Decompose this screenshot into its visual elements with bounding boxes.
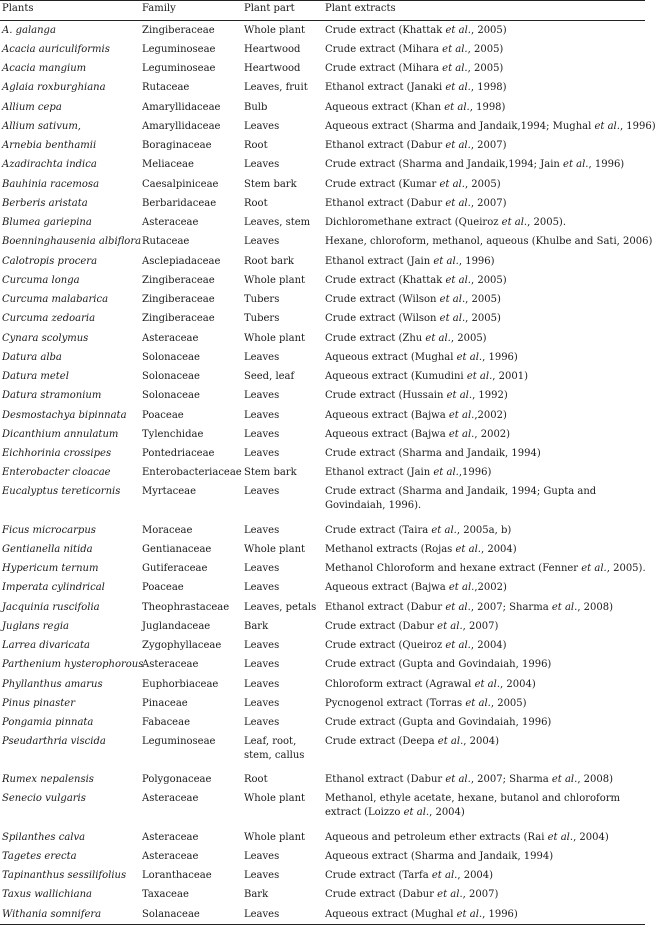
plant-name-cell: Gentianella nitida xyxy=(2,543,93,555)
plant-part-cell: Whole plant xyxy=(244,274,306,286)
plant-part-cell: Leaves xyxy=(244,563,280,575)
table-row xyxy=(0,905,645,925)
plant-name-cell: Desmostachya bipinnata xyxy=(2,409,127,421)
plant-extract-cell: Crude extract (Mihara et al., 2005) xyxy=(325,63,504,75)
family-cell: Berbaridaceae xyxy=(142,197,217,209)
family-cell: Moraceae xyxy=(142,524,193,536)
table-row xyxy=(0,21,645,41)
plant-part-cell: Leaves xyxy=(244,351,280,363)
plant-part-cell: Leaves xyxy=(244,448,280,460)
family-cell: Gutiferaceae xyxy=(142,563,208,575)
family-cell: Zygophyllaceae xyxy=(142,640,222,652)
plant-extract-cell: Aqueous extract (Khan et al., 1998) xyxy=(325,101,506,113)
plant-name-cell: Juglans regia xyxy=(2,620,70,632)
plant-part-cell: Root xyxy=(244,774,268,786)
plant-extract-cell: Aqueous extract (Mughal et al., 1996) xyxy=(325,351,518,363)
plant-extract-cell: Aqueous extract (Kumudini et al., 2001) xyxy=(325,371,528,383)
plant-name-cell: Larrea divaricata xyxy=(2,640,90,652)
plant-extract-cell: Methanol, ethyle acetate, hexane, butanol and chloroform extract (Loizzo et al., 2004) xyxy=(325,793,621,818)
plant-name-cell: Tapinanthus sessilifolius xyxy=(2,870,127,882)
plant-name-cell: Acacia mangium xyxy=(2,63,87,75)
table-row xyxy=(0,60,645,79)
table-row xyxy=(0,156,645,175)
plant-extract-cell: Dichloromethane extract (Queiroz et al., 2005). xyxy=(325,217,567,229)
plant-part-cell: Leaves xyxy=(244,850,280,862)
table-row xyxy=(0,521,645,540)
plant-part-cell: Whole plant xyxy=(244,543,306,555)
family-cell: Asteraceae xyxy=(142,793,199,804)
plant-extract-cell: Aqueous extract (Sharma and Jandaik,1994; Mughal et al., 1996) xyxy=(325,120,656,132)
plant-part-cell: Leaves, stem xyxy=(244,217,311,229)
plant-extract-cell: Aqueous extract (Sharma and Jandaik, 1994) xyxy=(325,850,554,862)
plant-extract-cell: Ethanol extract (Jain et al.,1996) xyxy=(325,467,492,479)
plant-part-cell: Leaves xyxy=(244,409,280,421)
family-cell: Asteraceae xyxy=(142,831,199,843)
table-row xyxy=(0,771,645,790)
table-row xyxy=(0,483,645,521)
plant-name-cell: Boenninghausenia albiflora xyxy=(2,236,142,248)
plant-extract-cell: Crude extract (Zhu et al., 2005) xyxy=(325,332,487,344)
table-row xyxy=(0,329,645,348)
family-cell: Enterobacteriaceae xyxy=(142,467,242,479)
plant-name-cell: Withania somnifera xyxy=(2,908,102,920)
plant-part-cell: Leaves xyxy=(244,640,280,652)
family-cell: Asteraceae xyxy=(142,850,199,862)
plant-extract-cell: Aqueous and petroleum ether extracts (Rai et al., 2004) xyxy=(325,831,609,843)
plant-name-cell: Taxus wallichiana xyxy=(2,889,92,901)
plant-extract-cell: Methanol Chloroform and hexane extract (Fenner et al., 2005). xyxy=(325,563,646,575)
header-plant-extracts: Plant extracts xyxy=(325,3,396,14)
family-cell: Solanaceae xyxy=(142,908,200,920)
table-row xyxy=(0,40,645,59)
header-plants: Plants xyxy=(2,3,34,14)
plant-extract-cell: Crude extract (Hussain et al., 1992) xyxy=(325,390,508,402)
plant-extract-cell: Aqueous extract (Mughal et al., 1996) xyxy=(325,908,518,920)
table-row xyxy=(0,886,645,905)
table-row xyxy=(0,175,645,194)
plant-part-cell: Leaf, root, stem, callus xyxy=(244,735,305,761)
plant-name-cell: Pinus pinaster xyxy=(2,697,75,709)
plant-extract-cell: Crude extract (Sharma and Jandaik, 1994; Gupta and Govindaiah, 1996). xyxy=(325,486,597,511)
family-cell: Euphorbiaceae xyxy=(142,678,219,690)
plant-extract-cell: Crude extract (Dabur et al., 2007) xyxy=(325,620,499,632)
plant-name-cell: Eichhorinia crossipes xyxy=(2,448,112,460)
plant-name-cell: Acacia auriculiformis xyxy=(2,43,110,55)
family-cell: Caesalpiniceae xyxy=(142,178,219,190)
table-row xyxy=(0,637,645,656)
plant-part-cell: Root xyxy=(244,197,268,209)
plant-part-cell: Leaves xyxy=(244,870,280,882)
table-row xyxy=(0,252,645,271)
plant-part-cell: Leaves xyxy=(244,659,280,671)
plant-extract-cell: Chloroform extract (Agrawal et al., 2004) xyxy=(325,678,536,690)
plant-name-cell: Enterobacter cloacae xyxy=(2,467,111,479)
plant-name-cell: Jacquinia ruscifolia xyxy=(2,601,100,613)
plant-part-cell: Stem bark xyxy=(244,178,297,190)
plant-extract-cell: Crude extract (Wilson et al., 2005) xyxy=(325,313,501,325)
plant-part-cell: Leaves xyxy=(244,582,280,594)
family-cell: Pinaceae xyxy=(142,697,188,709)
plant-extract-cell: Crude extract (Khattak et al., 2005) xyxy=(325,274,507,286)
table-row xyxy=(0,694,645,713)
table-row xyxy=(0,675,645,694)
family-cell: Solonaceae xyxy=(142,390,200,402)
family-cell: Meliaceae xyxy=(142,159,194,171)
family-cell: Theophrastaceae xyxy=(142,601,230,613)
plant-name-cell: Berberis aristata xyxy=(2,197,88,209)
plant-part-cell: Heartwood xyxy=(244,63,301,75)
plant-extract-cell: Hexane, chloroform, methanol, aqueous (Khulbe and Sati, 2006) xyxy=(325,236,653,248)
family-cell: Amaryllidaceae xyxy=(142,101,221,113)
plant-name-cell: Bauhinia racemosa xyxy=(2,178,100,190)
plant-part-cell: Seed, leaf xyxy=(244,371,295,383)
plant-part-cell: Leaves xyxy=(244,524,280,536)
table-header xyxy=(0,1,645,21)
plant-name-cell: Datura metel xyxy=(2,371,69,383)
plant-name-cell: Curcuma longa xyxy=(2,274,80,286)
plant-extract-cell: Crude extract (Gupta and Govindaiah, 1996) xyxy=(325,717,552,729)
plant-extract-cell: Crude extract (Mihara et al., 2005) xyxy=(325,43,504,55)
table-row xyxy=(0,117,645,136)
plant-name-cell: Imperata cylindrical xyxy=(2,582,105,594)
table-row xyxy=(0,540,645,559)
family-cell: Asteraceae xyxy=(142,659,199,671)
table-row xyxy=(0,445,645,464)
plant-name-cell: Azadirachta indica xyxy=(2,159,97,171)
plant-part-cell: Leaves, fruit xyxy=(244,82,308,94)
plant-part-cell: Leaves xyxy=(244,486,280,497)
family-cell: Zingiberaceae xyxy=(142,313,215,325)
family-cell: Boraginaceae xyxy=(142,140,212,152)
plant-name-cell: Hypericum ternum xyxy=(2,563,99,575)
header-plant-part: Plant part xyxy=(244,3,295,14)
table-row xyxy=(0,387,645,406)
plant-name-cell: A. galanga xyxy=(2,24,56,36)
plant-part-cell: Leaves xyxy=(244,390,280,402)
table-row xyxy=(0,406,645,425)
family-cell: Gentianaceae xyxy=(142,543,212,555)
family-cell: Loranthaceae xyxy=(142,870,212,882)
table-row xyxy=(0,214,645,233)
family-cell: Taxaceae xyxy=(142,889,189,901)
plant-name-cell: Rumex nepalensis xyxy=(2,774,94,786)
plant-name-cell: Pseudarthria viscida xyxy=(2,735,106,747)
plant-part-cell: Whole plant xyxy=(244,24,306,36)
plant-extract-cell: Methanol extracts (Rojas et al., 2004) xyxy=(325,543,517,555)
plant-part-cell: Root bark xyxy=(244,255,294,267)
plant-extract-cell: Ethanol extract (Dabur et al., 2007; Sharma et al., 2008) xyxy=(325,774,614,786)
table-row xyxy=(0,617,645,636)
family-cell: Asclepiadaceae xyxy=(142,255,221,267)
table-row xyxy=(0,137,645,156)
plant-part-cell: Leaves xyxy=(244,678,280,690)
table-row xyxy=(0,867,645,886)
plant-part-cell: Root xyxy=(244,140,268,152)
table-row xyxy=(0,368,645,387)
family-cell: Juglandaceae xyxy=(142,620,211,632)
plant-name-cell: Blumea gariepina xyxy=(2,217,92,229)
table-row xyxy=(0,291,645,310)
plant-name-cell: Curcuma zedoaria xyxy=(2,313,96,325)
plant-name-cell: Pongamia pinnata xyxy=(2,717,94,729)
plant-extract-cell: Aqueous extract (Bajwa et al.,2002) xyxy=(325,582,507,594)
table-row xyxy=(0,790,645,828)
plant-extract-cell: Pycnogenol extract (Torras et al., 2005) xyxy=(325,697,527,709)
plant-part-cell: Tubers xyxy=(244,313,280,325)
table-row xyxy=(0,579,645,598)
plant-name-cell: Curcuma malabarica xyxy=(2,294,109,306)
plant-part-cell: Leaves xyxy=(244,697,280,709)
plant-part-cell: Heartwood xyxy=(244,43,301,55)
family-cell: Asteraceae xyxy=(142,217,199,229)
plant-extract-cell: Aqueous extract (Bajwa et al.,2002) xyxy=(325,409,507,421)
table-row xyxy=(0,194,645,213)
plant-name-cell: Tagetes erecta xyxy=(2,850,77,862)
table-row xyxy=(0,464,645,483)
plant-name-cell: Eucalyptus tereticornis xyxy=(2,486,121,497)
plant-part-cell: Leaves xyxy=(244,908,280,920)
plant-extract-cell: Crude extract (Tarfa et al., 2004) xyxy=(325,870,494,882)
family-cell: Rutaceae xyxy=(142,236,190,248)
table-row xyxy=(0,560,645,579)
plant-name-cell: Spilanthes calva xyxy=(2,831,86,843)
table-body xyxy=(0,21,656,925)
family-cell: Leguminoseae xyxy=(142,43,216,55)
family-cell: Zingiberaceae xyxy=(142,274,215,286)
plant-part-cell: Bulb xyxy=(244,101,268,113)
header-row xyxy=(0,1,645,21)
plant-name-cell: Allium cepa xyxy=(2,101,62,113)
table-row xyxy=(0,598,645,617)
plant-extract-cell: Ethanol extract (Dabur et al., 2007) xyxy=(325,140,507,152)
plant-name-cell: Calotropis procera xyxy=(2,255,98,267)
family-cell: Tylenchidae xyxy=(142,428,204,440)
family-cell: Fabaceae xyxy=(142,717,190,729)
plant-extract-cell: Crude extract (Wilson et al., 2005) xyxy=(325,294,501,306)
table-row xyxy=(0,425,645,444)
family-cell: Poaceae xyxy=(142,409,184,421)
header-family: Family xyxy=(142,3,176,14)
family-cell: Asteraceae xyxy=(142,332,199,344)
plant-name-cell: Arnebia benthamii xyxy=(2,140,97,152)
plant-part-cell: Whole plant xyxy=(244,793,306,804)
plant-extract-cell: Crude extract (Taira et al., 2005a, b) xyxy=(325,524,512,536)
plant-name-cell: Parthenium hysterophorous xyxy=(2,659,144,671)
table-row xyxy=(0,98,645,117)
plant-name-cell: Senecio vulgaris xyxy=(2,793,86,804)
plant-name-cell: Allium sativum, xyxy=(2,120,81,132)
table-row xyxy=(0,714,645,733)
plant-name-cell: Dicanthium annulatum xyxy=(2,428,119,440)
plant-extract-cell: Ethanol extract (Janaki et al., 1998) xyxy=(325,82,507,94)
family-cell: Solonaceae xyxy=(142,351,200,363)
plant-extract-cell: Crude extract (Kumar et al., 2005) xyxy=(325,178,501,190)
family-cell: Leguminoseae xyxy=(142,63,216,75)
plant-extract-cell: Ethanol extract (Jain et al., 1996) xyxy=(325,255,495,267)
plant-part-cell: Leaves xyxy=(244,159,280,171)
plant-extract-cell: Crude extract (Queiroz et al., 2004) xyxy=(325,640,507,652)
table-row xyxy=(0,847,645,866)
plant-part-cell: Leaves xyxy=(244,428,280,440)
plant-extract-cell: Crude extract (Khattak et al., 2005) xyxy=(325,24,507,36)
plant-extract-cell: Crude extract (Deepa et al., 2004) xyxy=(325,735,499,747)
plant-name-cell: Datura alba xyxy=(2,351,62,363)
plant-part-cell: Whole plant xyxy=(244,831,306,843)
family-cell: Amaryllidaceae xyxy=(142,120,221,132)
table-row xyxy=(0,828,645,847)
plant-part-cell: Bark xyxy=(244,620,269,632)
table-row xyxy=(0,733,645,771)
family-cell: Solonaceae xyxy=(142,371,200,383)
plant-part-cell: Leaves xyxy=(244,717,280,729)
plant-part-cell: Whole plant xyxy=(244,332,306,344)
plant-part-cell: Leaves, petals xyxy=(244,601,317,613)
family-cell: Zingiberaceae xyxy=(142,24,215,36)
plant-extract-cell: Crude extract (Gupta and Govindaiah, 1996) xyxy=(325,659,552,671)
family-cell: Pontedriaceae xyxy=(142,448,215,460)
plant-part-cell: Tubers xyxy=(244,294,280,306)
plant-extract-cell: Aqueous extract (Bajwa et al., 2002) xyxy=(325,428,511,440)
plant-part-cell: Leaves xyxy=(244,236,280,248)
plant-extract-cell: Ethanol extract (Dabur et al., 2007; Sharma et al., 2008) xyxy=(325,601,614,613)
table-row xyxy=(0,656,645,675)
plant-extract-cell: Crude extract (Sharma and Jandaik, 1994) xyxy=(325,448,541,460)
family-cell: Leguminoseae xyxy=(142,735,216,747)
plant-extract-cell: Ethanol extract (Dabur et al., 2007) xyxy=(325,197,507,209)
plant-part-cell: Stem bark xyxy=(244,467,297,479)
plant-extract-cell: Crude extract (Sharma and Jandaik,1994; Jain et al., 1996) xyxy=(325,159,625,171)
plant-name-cell: Cynara scolymus xyxy=(2,332,89,344)
plant-name-cell: Datura stramonium xyxy=(2,390,102,402)
plant-name-cell: Phyllanthus amarus xyxy=(2,678,103,690)
family-cell: Poaceae xyxy=(142,582,184,594)
plant-extract-cell: Crude extract (Dabur et al., 2007) xyxy=(325,889,499,901)
table-row xyxy=(0,348,645,367)
family-cell: Rutaceae xyxy=(142,82,190,94)
family-cell: Myrtaceae xyxy=(142,486,197,497)
family-cell: Polygonaceae xyxy=(142,774,212,786)
plant-name-cell: Ficus microcarpus xyxy=(2,524,96,536)
table-row xyxy=(0,79,645,98)
family-cell: Zingiberaceae xyxy=(142,294,215,306)
table-row xyxy=(0,310,645,329)
plant-name-cell: Aglaia roxburghiana xyxy=(2,82,106,94)
table-row xyxy=(0,233,645,252)
plant-part-cell: Leaves xyxy=(244,120,280,132)
table-row xyxy=(0,271,645,290)
plant-part-cell: Bark xyxy=(244,889,269,901)
